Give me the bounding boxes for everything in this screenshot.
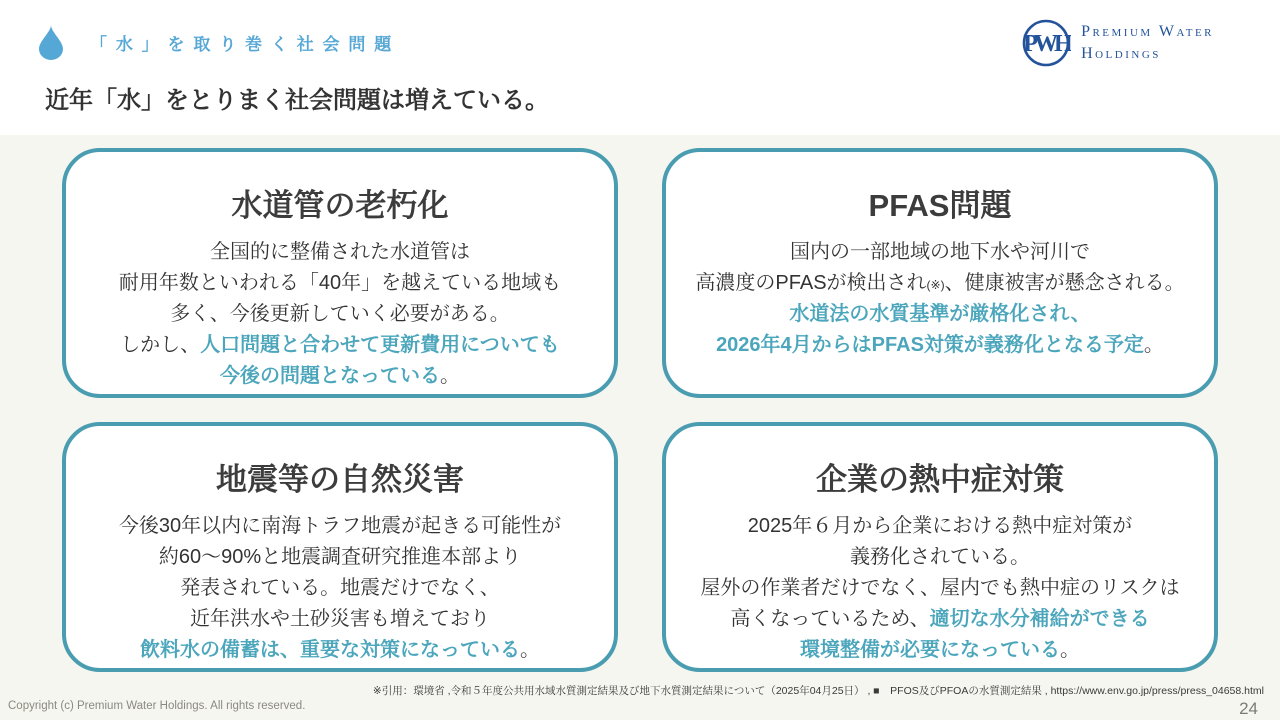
- body-line: [66, 330, 614, 361]
- body-line: [66, 635, 614, 666]
- water-drop-icon: [38, 24, 64, 60]
- body-line: [66, 542, 614, 573]
- body-line: [66, 237, 614, 268]
- highlight-text: 飲料水の備蓄は、重要な対策になっている: [140, 639, 520, 661]
- body-text: 義務化されている。: [850, 546, 1030, 568]
- logo-line1: Premium Water: [1081, 23, 1214, 41]
- body-line: [666, 573, 1214, 604]
- body-text: 2025年６月から企業における熱中症対策が: [747, 515, 1133, 537]
- highlight-text: 今後の問題となっている: [220, 365, 440, 387]
- body-text: 。: [1143, 334, 1164, 356]
- card-title: 地震等の自然災害: [216, 462, 464, 497]
- page-number: 24: [1239, 699, 1258, 718]
- body-text: 耐用年数といわれる「40年」を越えている地域も: [118, 272, 562, 294]
- topic-card: [662, 148, 1218, 398]
- body-text: 高濃度のPFASが検出され: [695, 272, 927, 294]
- card-body: [666, 511, 1214, 666]
- highlight-text: 適切な水分補給ができる: [929, 608, 1150, 630]
- highlight-text: 人口問題と合わせて更新費用についても: [200, 334, 560, 356]
- body-line: [666, 330, 1214, 361]
- body-line: [66, 511, 614, 542]
- header-title: 「水」を取り巻く社会問題: [90, 34, 401, 54]
- body-text: 。: [1060, 639, 1080, 661]
- highlight-text: 環境整備が必要になっている: [800, 639, 1060, 661]
- body-line: [666, 299, 1214, 330]
- topic-card: [62, 148, 618, 398]
- body-line: [666, 635, 1214, 666]
- body-line: [66, 299, 614, 330]
- source-citation: ※引用：環境省 ,令和５年度公共用水域水質測定結果及び地下水質測定結果について（2025年04月25日） , ■ PFOS及びPFOAの水質測定結果 , https://www.env.go.jp/press/press_04658.html: [372, 685, 1264, 697]
- body-text: 屋外の作業者だけでなく、屋内でも熱中症のリスクは: [700, 577, 1180, 599]
- body-text: 。: [440, 365, 460, 387]
- logo-text: [1081, 21, 1214, 64]
- body-line: [66, 361, 614, 392]
- body-text: 今後30年以内に南海トラフ地震が起きる可能性が: [118, 515, 562, 537]
- card-body: [66, 237, 614, 392]
- body-line: [666, 268, 1214, 299]
- slide-message: 近年「水」をとりまく社会問題は増えている。: [45, 87, 549, 114]
- card-body: [66, 511, 614, 666]
- body-line: [66, 268, 614, 299]
- body-text: 約60〜90%と地震調査研究推進本部より: [158, 546, 522, 568]
- body-text: 発表されている。地震だけでなく、: [180, 577, 500, 599]
- card-title: 水道管の老朽化: [231, 188, 449, 223]
- body-text: 高くなっているため、: [730, 608, 930, 630]
- highlight-text: 2026年4月からはPFAS対策が義務化となる予定: [716, 334, 1144, 356]
- body-text: 。: [520, 639, 540, 661]
- topic-card: [62, 422, 618, 672]
- body-text: 多く、今後更新していく必要がある。: [170, 303, 510, 325]
- copyright-text: Copyright (c) Premium Water Holdings. All rights reserved.: [8, 700, 306, 712]
- svg-text:PWH: PWH: [1023, 31, 1069, 57]
- highlight-text: 水道法の水質基準が厳格化され、: [789, 303, 1091, 325]
- body-text: 近年洪水や土砂災害も増えており: [190, 608, 490, 630]
- body-line: [666, 237, 1214, 268]
- body-line: [666, 511, 1214, 542]
- card-title: 企業の熱中症対策: [816, 462, 1064, 497]
- body-text: 国内の一部地域の地下水や河川で: [790, 241, 1090, 263]
- card-body: [666, 237, 1214, 361]
- body-text: (※): [926, 278, 945, 292]
- topic-card: [662, 422, 1218, 672]
- company-logo: [1021, 18, 1214, 68]
- cards-grid: [62, 148, 1218, 672]
- body-line: [66, 604, 614, 635]
- body-text: 、健康被害が懸念される。: [944, 272, 1185, 294]
- card-title: PFAS問題: [868, 188, 1012, 223]
- slide-header: [38, 24, 400, 60]
- body-text: しかし、: [120, 334, 201, 356]
- body-line: [666, 604, 1214, 635]
- body-line: [66, 573, 614, 604]
- logo-line2: Holdings: [1081, 45, 1161, 62]
- body-text: 全国的に整備された水道管は: [210, 241, 470, 263]
- pwh-monogram-icon: [1021, 18, 1071, 68]
- body-line: [666, 542, 1214, 573]
